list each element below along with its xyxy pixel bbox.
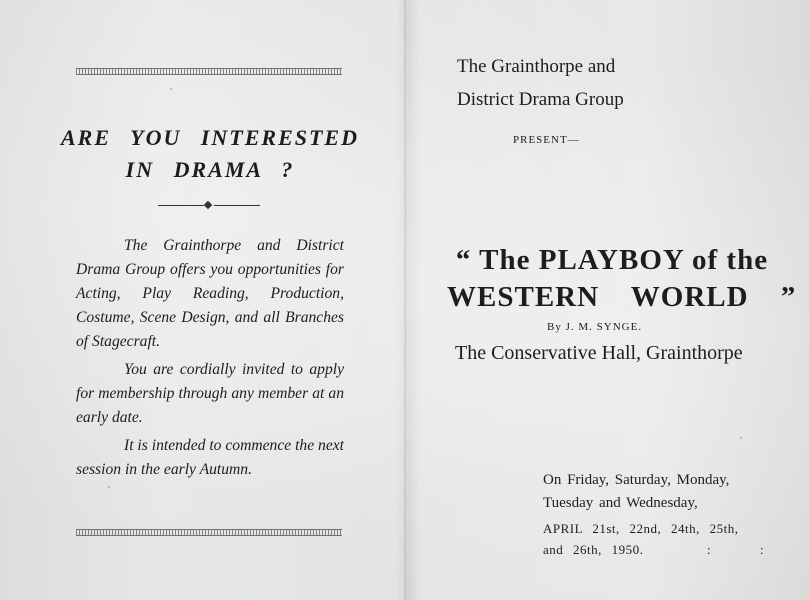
ornament-divider [158, 202, 260, 210]
dates-line-2: Tuesday and Wednesday, [543, 495, 698, 511]
bottom-rule [76, 529, 342, 536]
play-title-line-1: “ The PLAYBOY of the [455, 244, 769, 276]
present-label: PRESENT— [513, 134, 580, 146]
headline-line-2: IN DRAMA ? [125, 157, 295, 182]
paper-speck [170, 88, 172, 90]
top-rule [76, 68, 342, 75]
ornament-line-right [214, 205, 260, 206]
right-page [407, 0, 809, 600]
paragraph-membership-text: You are cordially invited to apply for membership through any member at an early date. [76, 361, 344, 426]
presenter-line-1: The Grainthorpe and [457, 56, 616, 77]
paragraph-membership [76, 358, 344, 430]
paragraph-session [76, 434, 344, 482]
author-credit: By J. M. SYNGE. [547, 321, 643, 333]
ornament-line-left [158, 205, 204, 206]
headline-line-1: ARE YOU INTERESTED [61, 125, 359, 150]
left-page [0, 0, 404, 600]
paragraph-opportunities [76, 234, 344, 354]
colon-mark-1: : [707, 542, 711, 557]
colon-mark-2: : [760, 542, 764, 557]
paper-speck [735, 300, 737, 302]
presenter-line-2: District Drama Group [457, 89, 624, 110]
paper-speck [740, 437, 742, 439]
dates-line-3: APRIL 21st, 22nd, 24th, 25th, [543, 521, 739, 536]
dates-line-1: On Friday, Saturday, Monday, [543, 472, 730, 488]
play-title-line-2: WESTERN WORLD ” [447, 281, 797, 313]
paragraph-opportunities-text: The Grainthorpe and District Drama Group offers you opportunities for Acting, Play Reading, Production, Costume, Scene Design, and all Branches of Stagecraft. [76, 237, 344, 350]
paragraph-session-text: It is intended to commence the next session in the early Autumn. [76, 437, 344, 478]
dates-line-4: and 26th, 1950. [543, 542, 644, 557]
venue: The Conservative Hall, Grainthorpe [455, 342, 743, 364]
ornament-diamond-icon [204, 201, 212, 209]
paper-speck [108, 486, 110, 488]
